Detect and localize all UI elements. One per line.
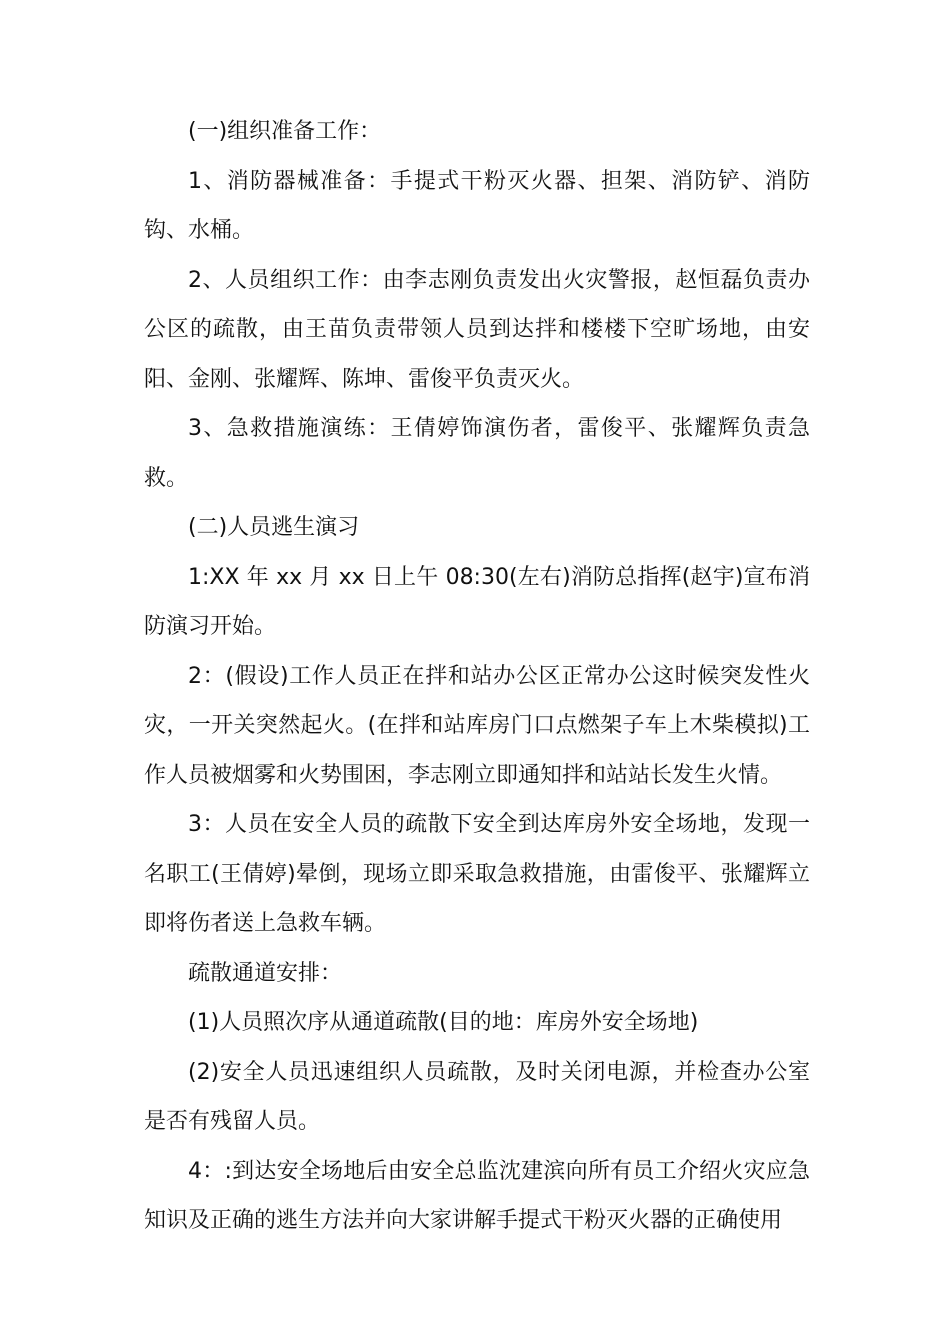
paragraph-step-1: 1:XX 年 xx 月 xx 日上午 08:30(左右)消防总指挥(赵宇)宣布消防演习开始。 [144, 564, 810, 639]
paragraph-evacuation-item-1: (1)人员照次序从通道疏散(目的地：库房外安全场地) [188, 1010, 699, 1035]
paragraph-first-aid-drill: 3、急救措施演练：王倩婷饰演伤者，雷俊平、张耀辉负责急救。 [144, 416, 810, 491]
paragraph-step-2: 2：(假设)工作人员正在拌和站办公区正常办公这时候突发性火灾，一开关突然起火。(在拌和站库房门口点燃架子车上木柴模拟)工作人员被烟雾和火势围困，李志刚立即通知拌和站站长发生火情。 [144, 663, 810, 788]
paragraph-evacuation-item-2: (2)安全人员迅速组织人员疏散，及时关闭电源，并检查办公室是否有残留人员。 [144, 1059, 810, 1134]
paragraph-step-3: 3：人员在安全人员的疏散下安全到达库房外安全场地，发现一名职工(王倩婷)晕倒，现场立即采取急救措施，由雷俊平、张耀辉立即将伤者送上急救车辆。 [144, 812, 810, 936]
paragraph-equipment-prep: 1、消防器械准备：手提式干粉灭火器、担架、消防铲、消防钩、水桶。 [144, 168, 810, 243]
document-body [144, 107, 810, 1246]
paragraph-step-4: 4：:到达安全场地后由安全总监沈建滨向所有员工介绍火灾应急知识及正确的逃生方法并向大家讲解手提式干粉灭火器的正确使用 [144, 1158, 810, 1233]
paragraph-org-prep-heading: (一)组织准备工作： [188, 119, 382, 144]
paragraph-evacuation-heading: 疏散通道安排： [188, 960, 343, 986]
paragraph-staff-organization: 2、人员组织工作：由李志刚负责发出火灾警报，赵恒磊负责办公区的疏散，由王苗负责带领人员到达拌和楼楼下空旷场地，由安阳、金刚、张耀辉、陈坤、雷俊平负责灭火。 [144, 267, 810, 392]
paragraph-escape-drill-heading: (二)人员逃生演习 [188, 515, 360, 540]
